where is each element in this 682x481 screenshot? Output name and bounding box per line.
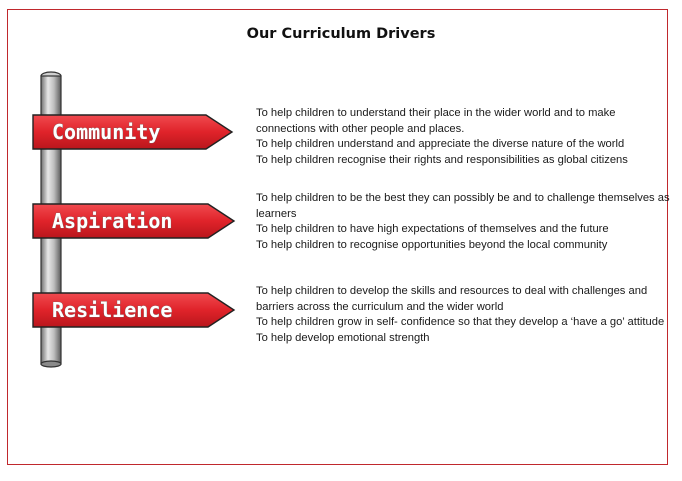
description-line: To help children understand and appreciate the diverse nature of the world — [256, 138, 625, 150]
sign-aspiration — [33, 204, 234, 238]
description-line: To help children grow in self- confidence so that they develop a ‘have a go’ attitude — [256, 316, 665, 328]
description-line: To help children to have high expectations of themselves and the future — [256, 223, 609, 235]
description-line: connections with other people and places. — [256, 122, 465, 135]
page-title: Our Curriculum Drivers — [246, 26, 436, 42]
description-line: To help develop emotional strength — [256, 331, 430, 344]
resilience-description — [256, 284, 666, 346]
sign-label-community: Community — [52, 120, 161, 144]
description-line: To help children recognise their rights and responsibilities as global citizens — [256, 153, 628, 166]
community-description — [256, 106, 666, 168]
sign-resilience — [33, 293, 234, 327]
sign-community — [33, 115, 232, 149]
description-line: To help children to understand their place in the wider world and to make — [256, 107, 616, 119]
description-line: To help children to develop the skills and resources to deal with challenges and — [256, 285, 648, 297]
aspiration-description — [256, 191, 670, 253]
sign-label-resilience: Resilience — [52, 298, 173, 322]
description-line: To help children to be the best they can possibly be and to challenge themselves as — [256, 192, 670, 204]
sign-label-aspiration: Aspiration — [52, 209, 173, 233]
description-line: barriers across the curriculum and the wider world — [256, 300, 504, 313]
description-line: learners — [256, 207, 297, 220]
description-line: To help children to recognise opportunities beyond the local community — [256, 238, 608, 251]
